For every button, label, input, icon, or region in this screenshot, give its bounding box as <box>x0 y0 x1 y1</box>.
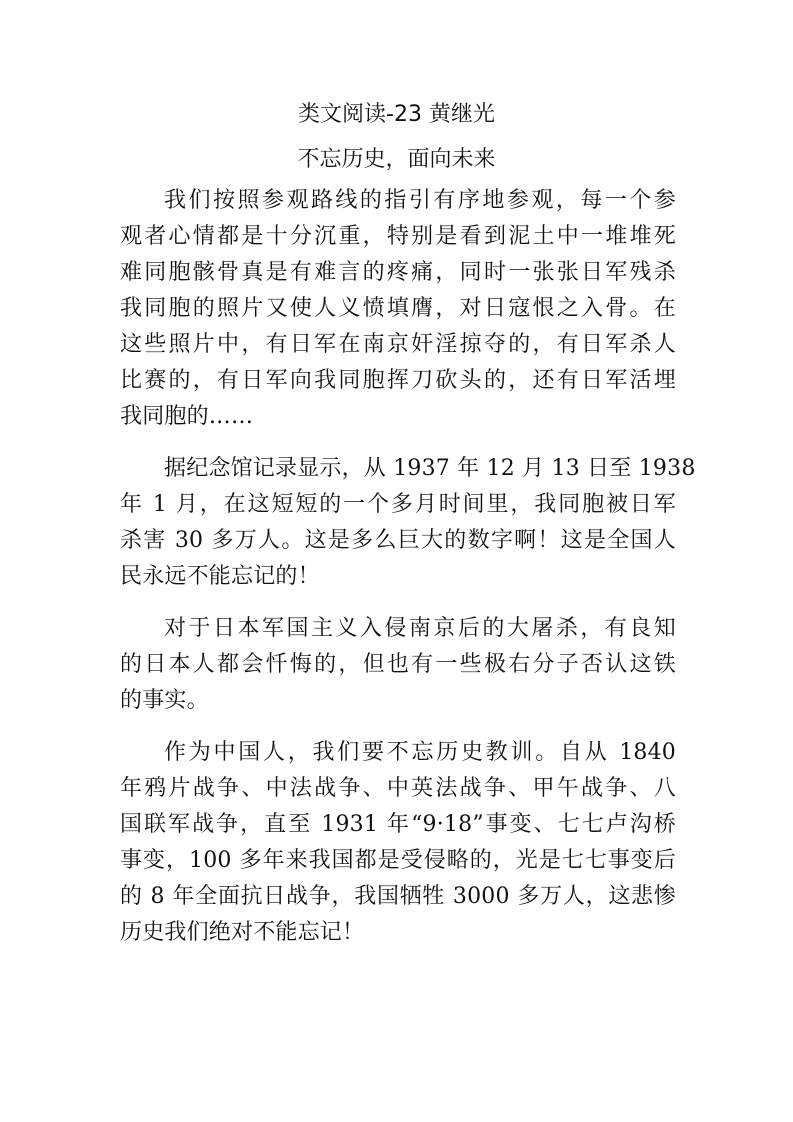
text-line: 据纪念馆记录显示，从 1937 年 12 月 13 日至 1938 <box>164 456 696 481</box>
paragraph <box>120 451 696 595</box>
text-line: 我同胞的照片又使人义愤填膺，对日寇恨之入骨。在 <box>120 296 676 321</box>
text-line: 杀害 30 多万人。这是多么巨大的数字啊！这是全国人 <box>120 528 676 553</box>
text-line: 作为中国人，我们要不忘历史教训。自从 1840 <box>164 740 676 765</box>
text-line: 我们按照参观路线的指引有序地参观，每一个参 <box>164 188 676 213</box>
text-line: 对于日本军国主义入侵南京后的大屠杀，有良知 <box>164 616 676 641</box>
paragraph <box>120 735 676 951</box>
text-line: 国联军战争，直至 1931 年“9·18”事变、七七卢沟桥 <box>120 812 676 837</box>
text-line: 的事实。 <box>120 688 209 713</box>
text-line: 年鸦片战争、中法战争、中英法战争、甲午战争、八 <box>120 776 676 801</box>
text-line: 难同胞骸骨真是有难言的疼痛，同时一张张日军残杀 <box>120 260 676 285</box>
paragraph <box>120 183 676 435</box>
text-line: 事变，100 多年来我国都是受侵略的，光是七七事变后 <box>120 848 676 873</box>
document-title: 不忘历史，面向未来 <box>297 147 496 172</box>
text-line: 这些照片中，有日军在南京奸淫掠夺的，有日军杀人 <box>120 332 676 357</box>
document-header: 类文阅读-23 黄继光 <box>298 102 495 127</box>
text-line: 历史我们绝对不能忘记！ <box>120 920 365 945</box>
text-line: 的日本人都会忏悔的，但也有一些极右分子否认这铁 <box>120 652 676 677</box>
text-line: 我同胞的…… <box>120 404 254 429</box>
text-line: 比赛的，有日军向我同胞挥刀砍头的，还有日军活埋 <box>120 368 676 393</box>
text-line: 民永远不能忘记的！ <box>120 564 320 589</box>
paragraph <box>120 611 676 719</box>
text-line: 的 8 年全面抗日战争，我国牺牲 3000 多万人，这悲惨 <box>120 884 676 909</box>
text-line: 观者心情都是十分沉重，特别是看到泥土中一堆堆死 <box>120 224 676 249</box>
article-body <box>120 183 696 967</box>
text-line: 年 1 月，在这短短的一个多月时间里，我同胞被日军 <box>120 492 676 517</box>
